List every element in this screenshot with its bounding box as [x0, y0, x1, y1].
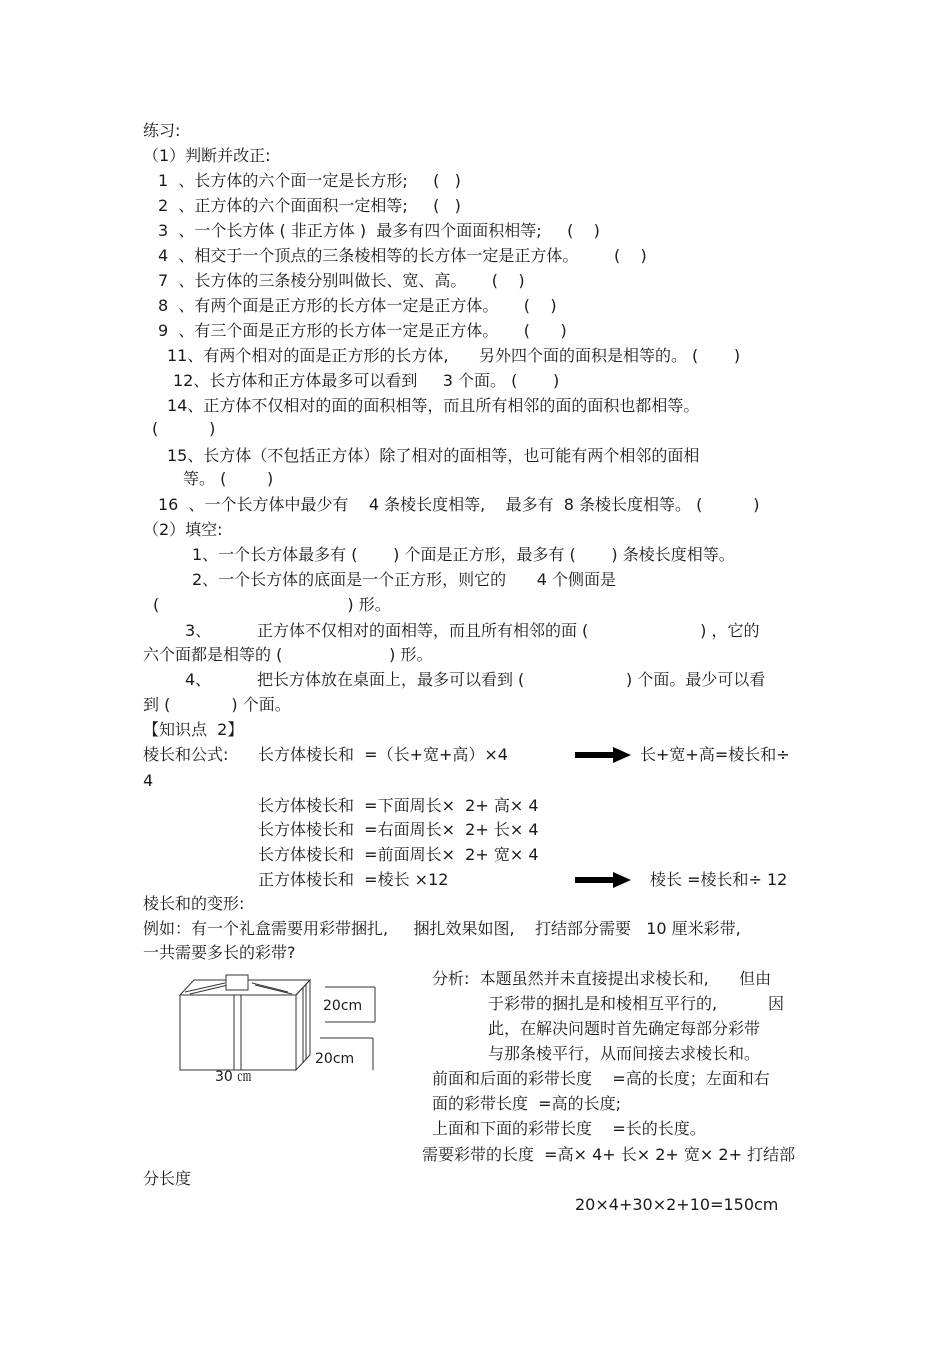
- variant-title: 棱长和的变形:: [143, 894, 245, 913]
- formula-3: 长方体棱长和 =右面周长× 2+ 长× 4: [258, 820, 539, 839]
- analysis-line: 上面和下面的彩带长度 =长的长度。: [432, 1119, 706, 1138]
- judge-item: 14、正方体不仅相对的面的面积相等，而且所有相邻的面的面积也都相等。: [167, 396, 700, 415]
- judge-item-cont: 等。 ( ): [183, 469, 274, 488]
- formula-label: 棱长和公式:: [143, 745, 229, 764]
- judge-item: 3 、一个长方体 ( 非正方体 ) 最多有四个面面积相等; ( ): [158, 221, 600, 240]
- figure-label-side: 20cm: [315, 1051, 355, 1067]
- formula-5-result: 棱长 =棱长和÷ 12: [650, 870, 788, 889]
- judge-item: 8 、有两个面是正方形的长方体一定是正方体。 ( ): [158, 296, 557, 315]
- fill-item-cont: 六个面都是相等的 ( ) 形。: [143, 645, 433, 664]
- section1-title: （1）判断并改正:: [143, 146, 271, 165]
- formula-4: 长方体棱长和 =前面周长× 2+ 宽× 4: [258, 845, 539, 864]
- analysis-line: 与那条棱平行，从而间接去求棱长和。: [488, 1044, 761, 1063]
- analysis-line: 于彩带的捆扎是和棱相互平行的, 因: [488, 994, 784, 1013]
- judge-item: 11、有两个相对的面是正方形的长方体, 另外四个面的面积是相等的。 ( ): [167, 346, 741, 365]
- formula-1: 长方体棱长和 =（长+宽+高）×4: [258, 745, 508, 764]
- formula-2: 长方体棱长和 =下面周长× 2+ 高× 4: [258, 796, 539, 815]
- example-line: 例如：有一个礼盒需要用彩带捆扎, 捆扎效果如图, 打结部分需要 10 厘米彩带,: [143, 919, 741, 938]
- judge-item-blank: ( ): [152, 419, 216, 438]
- formula-5: 正方体棱长和 =棱长 ×12: [258, 870, 449, 889]
- fill-item: 1、一个长方体最多有 ( ) 个面是正方形，最多有 ( ) 条棱长度相等。: [192, 545, 735, 564]
- formula-1-result: 长+宽+高=棱长和÷: [640, 745, 790, 764]
- arrow-right-icon: [575, 747, 631, 763]
- figure-label-bottom: 30 ㎝: [215, 1069, 252, 1085]
- knowledge-title: 【知识点 2】: [143, 720, 244, 739]
- analysis-line: 分析: 本题虽然并未直接提出求棱长和, 但由: [432, 969, 772, 988]
- judge-item: 1 、长方体的六个面一定是长方形; ( ): [158, 171, 461, 190]
- analysis-line: 此，在解决问题时首先确定每部分彩带: [488, 1019, 761, 1038]
- judge-item: 15、长方体（不包括正方体）除了相对的面相等，也可能有两个相邻的面相: [167, 446, 700, 465]
- judge-item: 2 、正方体的六个面面积一定相等; ( ): [158, 196, 461, 215]
- analysis-result: 20×4+30×2+10=150cm: [575, 1195, 779, 1214]
- section2-title: （2）填空:: [143, 520, 223, 539]
- fill-item: 2、一个长方体的底面是一个正方形，则它的 4 个侧面是: [192, 570, 616, 589]
- fill-item-cont: ( ) 形。: [153, 595, 391, 614]
- fill-item: 3、 正方体不仅相对的面相等，而且所有相邻的面 ( ) ，它的: [185, 621, 760, 640]
- analysis-line: 前面和后面的彩带长度 =高的长度；左面和右: [432, 1069, 770, 1088]
- formula-1-result-tail: 4: [143, 771, 154, 790]
- example-line: 一共需要多长的彩带?: [143, 943, 296, 962]
- fill-item: 4、 把长方体放在桌面上，最多可以看到 ( ) 个面。最少可以看: [185, 670, 766, 689]
- judge-item: 7 、长方体的三条棱分别叫做长、宽、高。 ( ): [158, 271, 525, 290]
- gift-box-figure: [170, 970, 385, 1090]
- fill-item-cont: 到 ( ) 个面。: [143, 695, 291, 714]
- arrow-right-icon: [575, 872, 631, 888]
- figure-label-top: 20cm: [323, 998, 363, 1014]
- analysis-line: 面的彩带长度 =高的长度;: [432, 1094, 621, 1113]
- judge-item: 9 、有三个面是正方形的长方体一定是正方体。 ( ): [158, 321, 567, 340]
- judge-item: 4 、相交于一个顶点的三条棱相等的长方体一定是正方体。 ( ): [158, 246, 647, 265]
- judge-item: 16 、一个长方体中最少有 4 条棱长度相等, 最多有 8 条棱长度相等。 ( ): [158, 495, 760, 514]
- analysis-line: 需要彩带的长度 =高× 4+ 长× 2+ 宽× 2+ 打结部: [422, 1145, 796, 1164]
- judge-item: 12、长方体和正方体最多可以看到 3 个面。 ( ): [173, 371, 560, 390]
- analysis-line: 分长度: [143, 1169, 192, 1188]
- practice-heading: 练习:: [143, 121, 181, 140]
